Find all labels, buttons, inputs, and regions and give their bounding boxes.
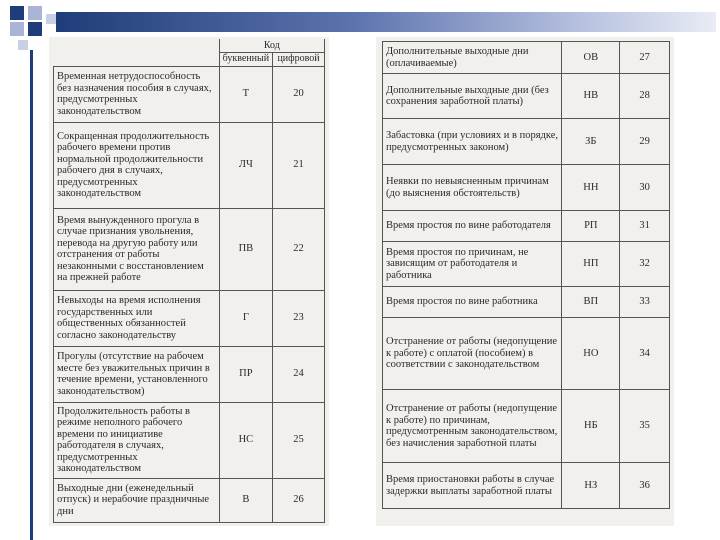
header-letter-code: буквенный — [219, 52, 272, 66]
decor-vertical-line — [30, 50, 33, 540]
table-row — [383, 211, 670, 242]
row-name: Время вынужденного прогула в случае признания увольнения, перевода на другую работу или отстранения от работы незаконными с восстановлением на прежней работе — [54, 208, 220, 290]
decor-square — [28, 22, 42, 36]
row-letter-code: НО — [562, 318, 620, 390]
row-digit-code: 34 — [620, 318, 670, 390]
row-name: Отстранение от работы (недопущение к работе) с оплатой (пособием) в соответствии с законодательством — [383, 318, 562, 390]
row-name: Неявки по невыясненным причинам (до выяснения обстоятельств) — [383, 165, 562, 211]
row-letter-code: ЗБ — [562, 119, 620, 165]
table-row — [383, 165, 670, 211]
table-row — [383, 119, 670, 165]
row-digit-code: 21 — [273, 122, 325, 208]
title-gradient-bar — [56, 12, 716, 32]
row-digit-code: 35 — [620, 390, 670, 463]
table-row — [383, 242, 670, 287]
row-name: Время простоя по причинам, не зависящим от работодателя и работника — [383, 242, 562, 287]
row-digit-code: 28 — [620, 74, 670, 119]
row-name: Дополнительные выходные дни (оплачиваемые) — [383, 42, 562, 74]
row-letter-code: НБ — [562, 390, 620, 463]
row-digit-code: 36 — [620, 463, 670, 509]
table-row — [54, 290, 325, 346]
row-name: Дополнительные выходные дни (без сохранения заработной платы) — [383, 74, 562, 119]
row-letter-code: НЗ — [562, 463, 620, 509]
row-letter-code: НС — [219, 402, 272, 478]
row-digit-code: 32 — [620, 242, 670, 287]
row-letter-code: Г — [219, 290, 272, 346]
row-digit-code: 25 — [273, 402, 325, 478]
table-row — [54, 208, 325, 290]
row-name: Выходные дни (еженедельный отпуск) и нерабочие праздничные дни — [54, 478, 220, 522]
row-letter-code: Т — [219, 66, 272, 122]
row-name: Время приостановки работы в случае задержки выплаты заработной платы — [383, 463, 562, 509]
row-digit-code: 26 — [273, 478, 325, 522]
table-row — [383, 42, 670, 74]
table-row — [383, 463, 670, 509]
row-letter-code: НН — [562, 165, 620, 211]
right-table-panel — [376, 37, 674, 526]
row-digit-code: 24 — [273, 346, 325, 402]
row-name: Прогулы (отсутствие на рабочем месте без уважительных причин в течение времени, установленного законодательством) — [54, 346, 220, 402]
table-row — [383, 287, 670, 318]
row-name: Отстранение от работы (недопущение к работе) по причинам, предусмотренным законодательством, без начисления заработной платы — [383, 390, 562, 463]
row-letter-code: РП — [562, 211, 620, 242]
row-letter-code: ЛЧ — [219, 122, 272, 208]
decor-square — [10, 6, 24, 20]
decor-square — [46, 14, 56, 24]
row-letter-code: В — [219, 478, 272, 522]
row-letter-code: ПР — [219, 346, 272, 402]
left-table-panel — [49, 37, 329, 526]
right-codes-table — [382, 41, 670, 509]
decor-square — [28, 6, 42, 20]
decor-square — [18, 40, 28, 50]
row-digit-code: 33 — [620, 287, 670, 318]
table-row — [54, 402, 325, 478]
row-letter-code: ОВ — [562, 42, 620, 74]
row-name: Временная нетрудоспособность без назначения пособия в случаях, предусмотренных законодательством — [54, 66, 220, 122]
row-name: Невыходы на время исполнения государственных или общественных обязанностей согласно законодательству — [54, 290, 220, 346]
row-name: Время простоя по вине работодателя — [383, 211, 562, 242]
table-row — [54, 478, 325, 522]
row-digit-code: 27 — [620, 42, 670, 74]
table-row — [54, 122, 325, 208]
header-code-group: Код — [219, 39, 324, 52]
row-name: Сокращенная продолжительность рабочего времени против нормальной продолжительности рабочего дня в случаях, предусмотренных законодательством — [54, 122, 220, 208]
row-letter-code: ПВ — [219, 208, 272, 290]
table-row — [383, 390, 670, 463]
row-digit-code: 31 — [620, 211, 670, 242]
row-letter-code: НП — [562, 242, 620, 287]
row-name: Забастовка (при условиях и в порядке, предусмотренных законом) — [383, 119, 562, 165]
row-digit-code: 20 — [273, 66, 325, 122]
decor-square — [10, 22, 24, 36]
row-digit-code: 22 — [273, 208, 325, 290]
row-letter-code: ВП — [562, 287, 620, 318]
header-digit-code: цифровой — [273, 52, 325, 66]
table-row — [383, 318, 670, 390]
row-name: Продолжительность работы в режиме неполного рабочего времени по инициативе работодателя в случаях, предусмотренных законодательством — [54, 402, 220, 478]
table-row — [383, 74, 670, 119]
row-digit-code: 29 — [620, 119, 670, 165]
row-digit-code: 23 — [273, 290, 325, 346]
table-row — [54, 66, 325, 122]
table-row — [54, 346, 325, 402]
header-blank — [54, 39, 220, 66]
left-codes-table — [53, 39, 325, 523]
row-name: Время простоя по вине работника — [383, 287, 562, 318]
row-letter-code: НВ — [562, 74, 620, 119]
row-digit-code: 30 — [620, 165, 670, 211]
